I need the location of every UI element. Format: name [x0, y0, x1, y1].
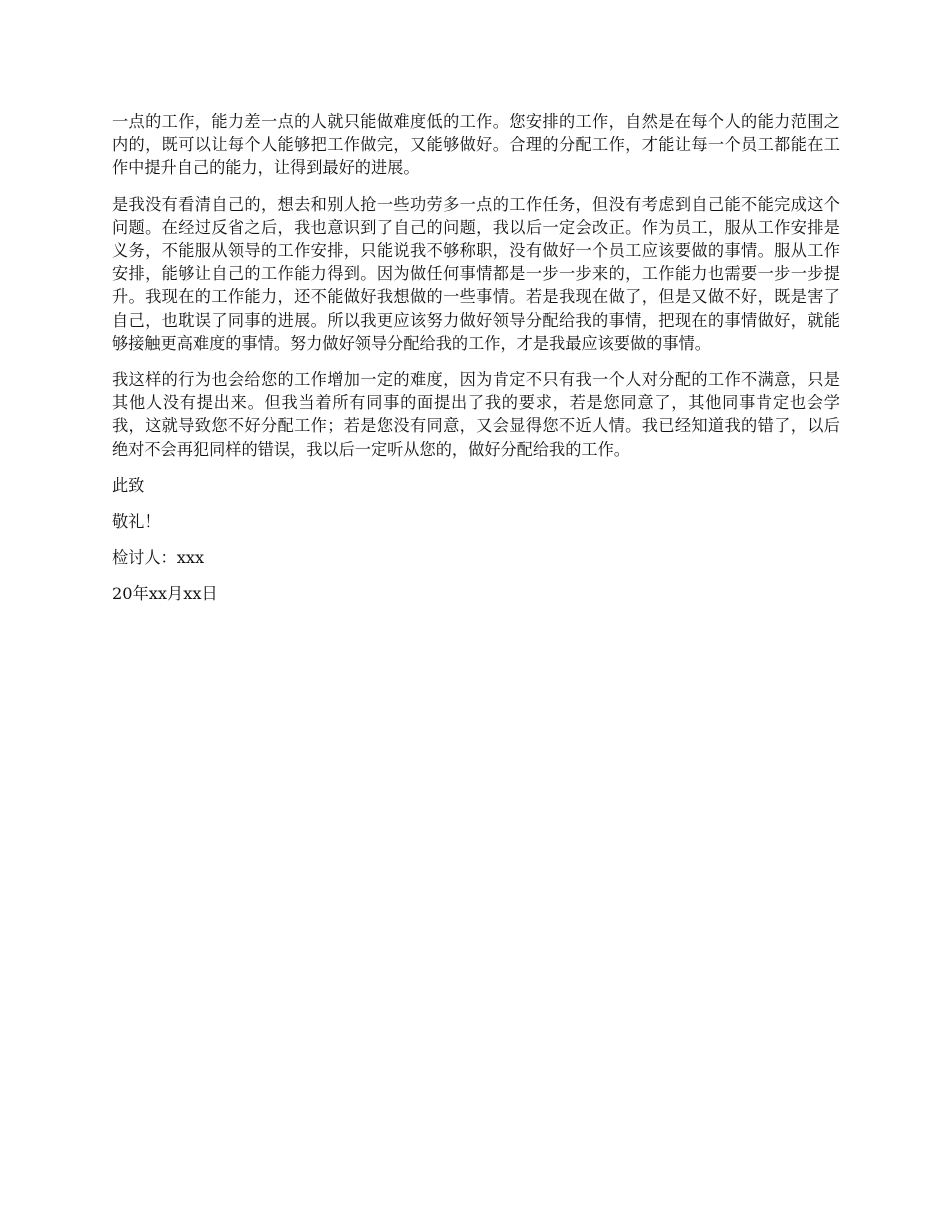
body-paragraph-1: 一点的工作，能力差一点的人就只能做难度低的工作。您安排的工作，自然是在每个人的能力范围之内的，既可以让每个人能够把工作做完，又能够做好。合理的分配工作，才能让每一个员工都能在工作中提升自己的能力，让得到最好的进展。 [112, 112, 840, 178]
closing-regards: 敬礼！ [112, 512, 161, 532]
document-body [112, 110, 840, 619]
signer-line: 检讨人：xxx [112, 548, 205, 568]
body-paragraph-2: 是我没有看清自己的，想去和别人抢一些功劳多一点的工作任务，但没有考虑到自己能不能完成这个问题。在经过反省之后，我也意识到了自己的问题，我以后一定会改正。作为员工，服从工作安排是义务，不能服从领导的工作安排，只能说我不够称职，没有做好一个员工应该要做的事情。服从工作安排，能够让自己的工作能力得到。因为做任何事情都是一步一步来的，工作能力也需要一步一步提升。我现在的工作能力，还不能做好我想做的一些事情。若是我现在做了，但是又做不好，既是害了自己，也耽误了同事的进展。所以我更应该努力做好领导分配给我的事情，把现在的事情做好，就能够接触更高难度的事情。努力做好领导分配给我的工作，才是我最应该要做的事情。 [112, 194, 840, 353]
closing-salutation: 此致 [112, 475, 145, 495]
date-line: 20年xx月xx日 [112, 584, 218, 604]
body-paragraph-3: 我这样的行为也会给您的工作增加一定的难度，因为肯定不只有我一个人对分配的工作不满意，只是其他人没有提出来。但我当着所有同事的面提出了我的要求，若是您同意了，其他同事肯定也会学我，这就导致您不好分配工作；若是您没有同意，又会显得您不近人情。我已经知道我的错了，以后绝对不会再犯同样的错误，我以后一定听从您的，做好分配给我的工作。 [112, 370, 840, 459]
